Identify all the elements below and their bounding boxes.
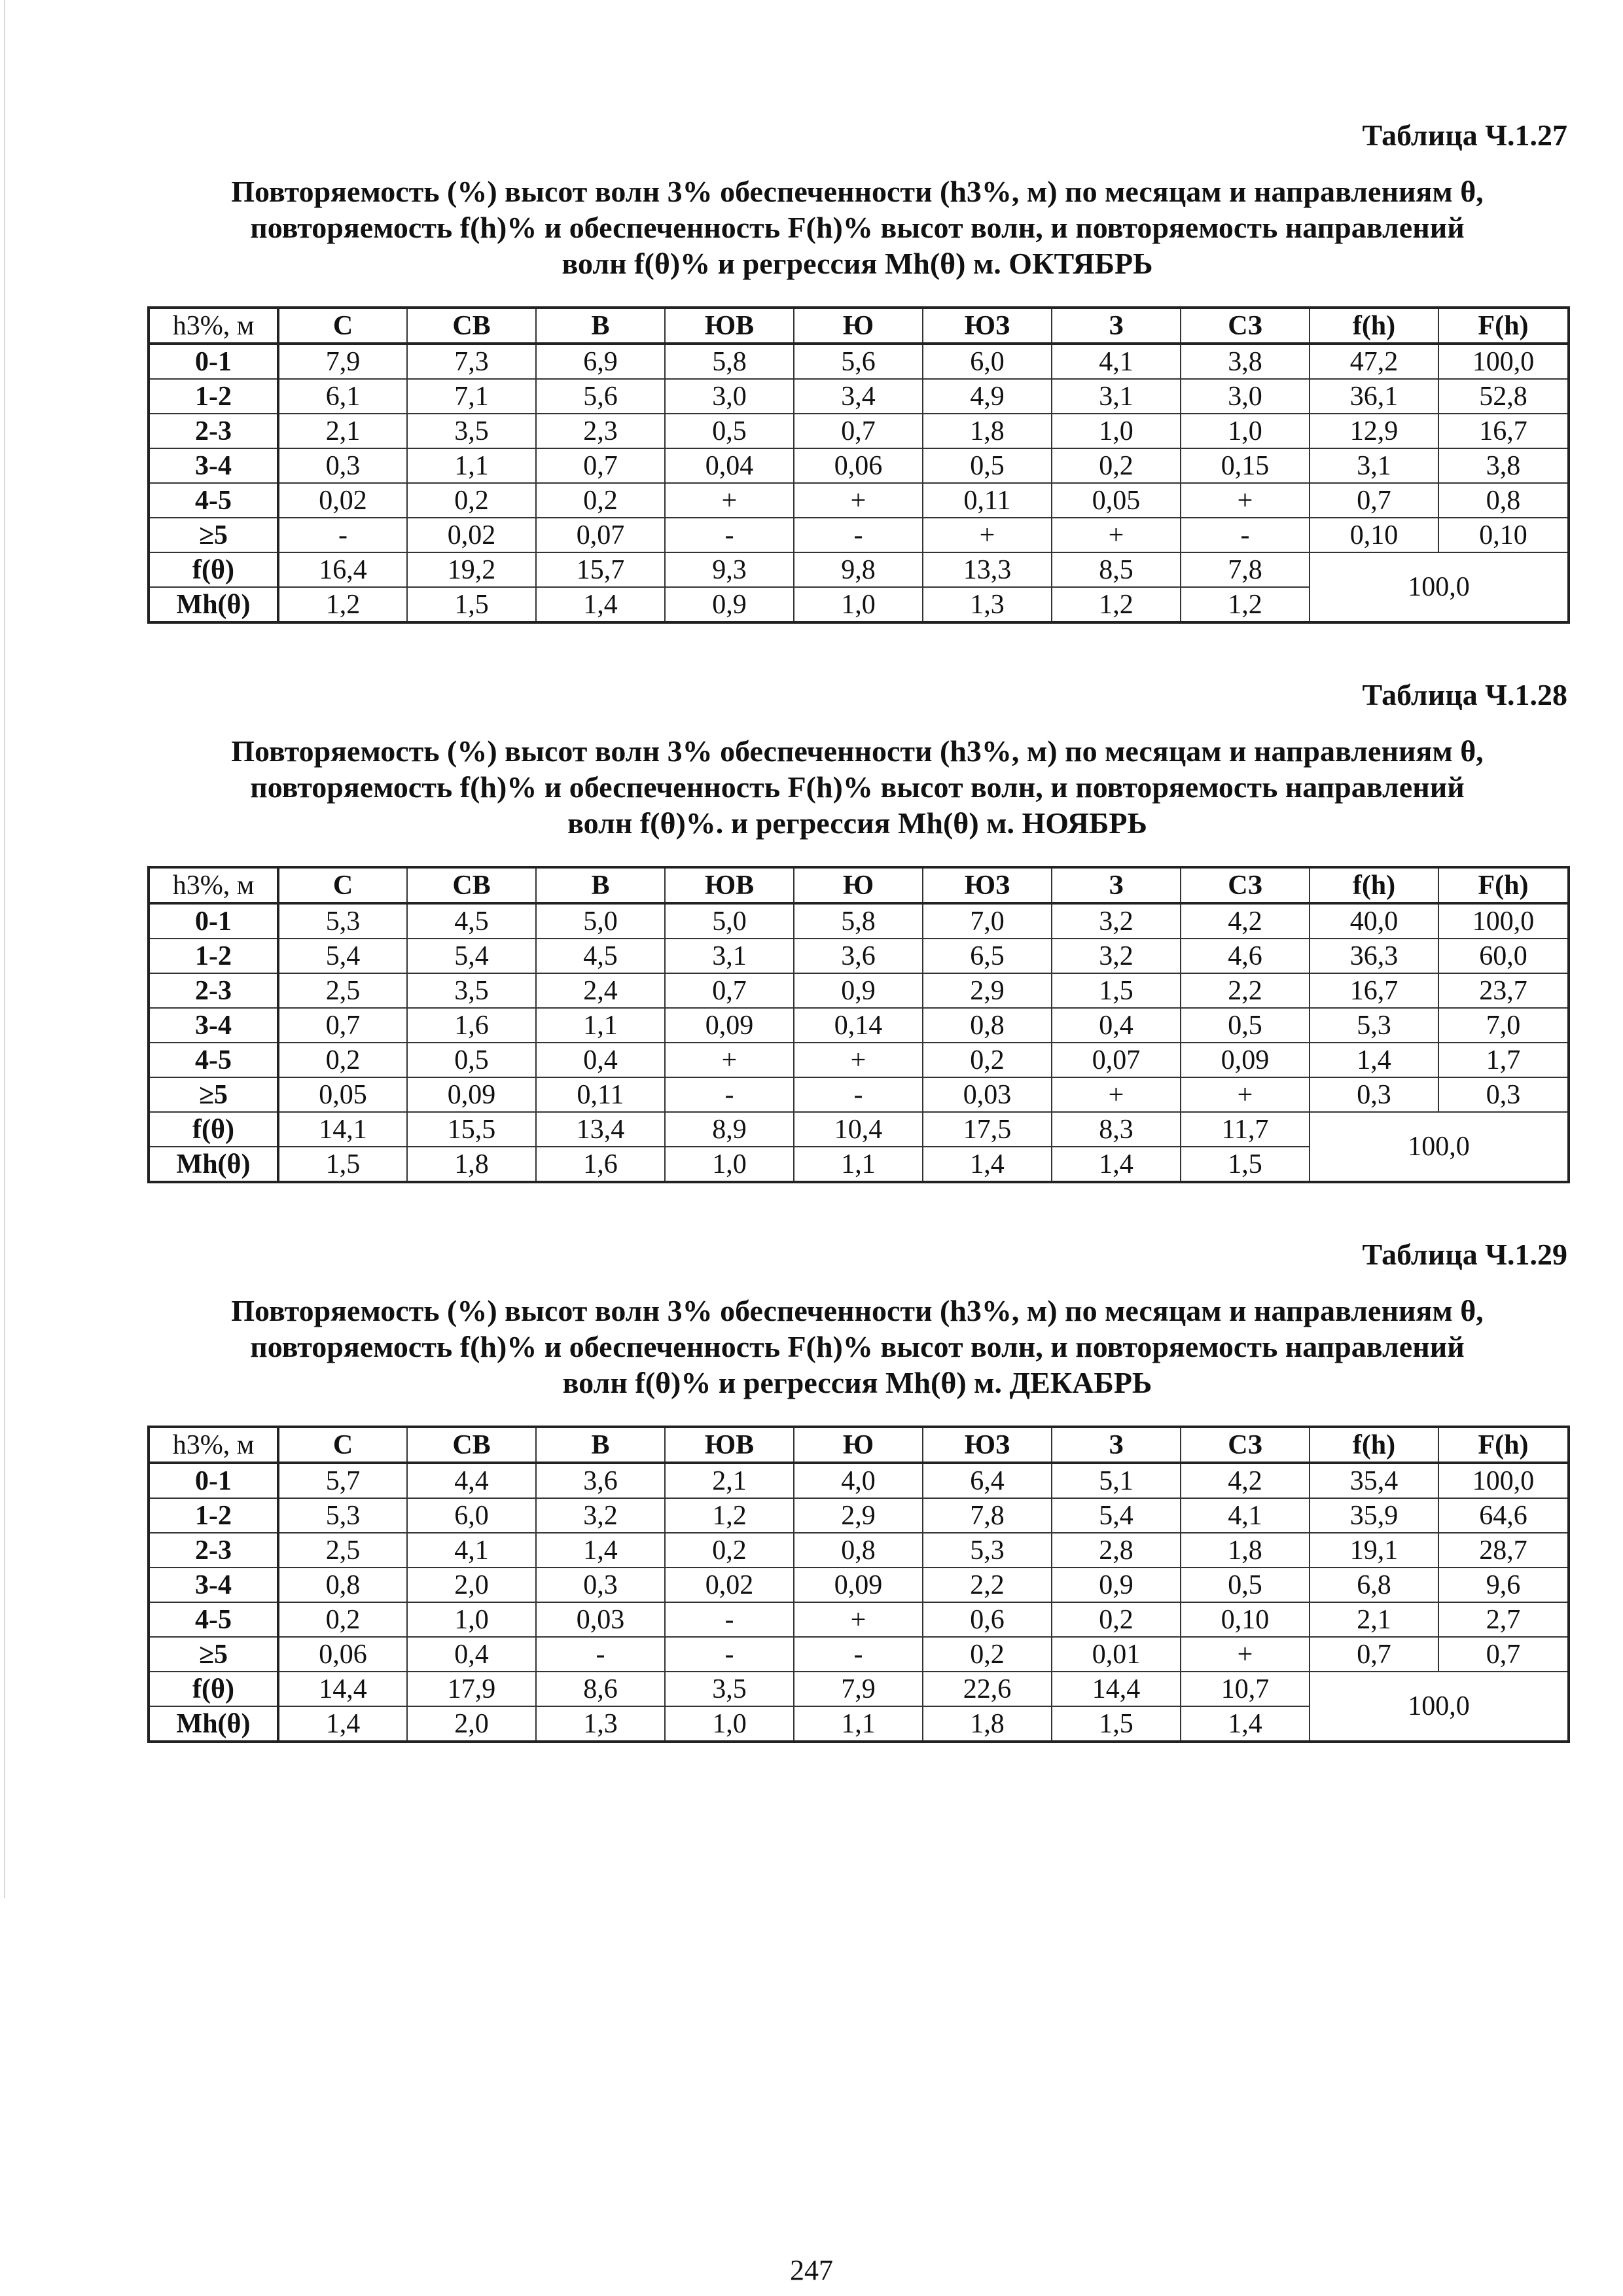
table-label: Таблица Ч.1.28	[1362, 678, 1567, 711]
table-row: 3-4 0,3 1,1 0,7 0,04 0,06 0,5 0,2 0,15 3,1 3,8	[149, 448, 1569, 483]
page-number: 247	[790, 2254, 833, 2286]
f-theta-row: f(θ) 14,4 17,9 8,6 3,5 7,9 22,6 14,4 10,7 100,0	[149, 1672, 1569, 1706]
data-table	[147, 306, 1570, 624]
table-row: 3-4 0,8 2,0 0,3 0,02 0,09 2,2 0,9 0,5 6,8 9,6	[149, 1568, 1569, 1602]
table-row: 4-5 0,2 1,0 0,03 - + 0,6 0,2 0,10 2,1 2,7	[149, 1602, 1569, 1637]
table-row: ≥5 - 0,02 0,07 - - + + - 0,10 0,10	[149, 518, 1569, 552]
table-row: 1-2 5,3 6,0 3,2 1,2 2,9 7,8 5,4 4,1 35,9 64,6	[149, 1498, 1569, 1533]
table-row: 4-5 0,2 0,5 0,4 + + 0,2 0,07 0,09 1,4 1,7	[149, 1043, 1569, 1077]
table-row: 2-3 2,5 4,1 1,4 0,2 0,8 5,3 2,8 1,8 19,1 28,7	[149, 1533, 1569, 1568]
total-cell: 100,0	[1310, 552, 1569, 622]
f-theta-row: f(θ) 16,4 19,2 15,7 9,3 9,8 13,3 8,5 7,8 100,0	[149, 552, 1569, 587]
table-row: 3-4 0,7 1,6 1,1 0,09 0,14 0,8 0,4 0,5 5,3 7,0	[149, 1008, 1569, 1043]
table-row: 2-3 2,1 3,5 2,3 0,5 0,7 1,8 1,0 1,0 12,9 16,7	[149, 414, 1569, 448]
m-theta-row: Mh(θ) 1,4 2,0 1,3 1,0 1,1 1,8 1,5 1,4	[149, 1706, 1569, 1742]
m-theta-row: Mh(θ) 1,5 1,8 1,6 1,0 1,1 1,4 1,4 1,5	[149, 1147, 1569, 1182]
m-theta-row: Mh(θ) 1,2 1,5 1,4 0,9 1,0 1,3 1,2 1,2	[149, 587, 1569, 622]
data-table	[147, 866, 1570, 1183]
table-row: ≥5 0,06 0,4 - - - 0,2 0,01 + 0,7 0,7	[149, 1637, 1569, 1672]
table-row: 1-2 6,1 7,1 5,6 3,0 3,4 4,9 3,1 3,0 36,1 52,8	[149, 379, 1569, 414]
table-row: ≥5 0,05 0,09 0,11 - - 0,03 + + 0,3 0,3	[149, 1077, 1569, 1112]
table-label: Таблица Ч.1.27	[1362, 118, 1567, 152]
header-row: h3%, м С СВ В ЮВ Ю ЮЗ З СЗ f(h) F(h)	[149, 308, 1569, 344]
table-caption: Повторяемость (%) высот волн 3% обеспеченности (h3%, м) по месяцам и направлениям θ, повторяемость f(h)% и обеспеченность F(h)% высот волн, и повторяемость направлений волн f(θ)% и регрессия Mh(θ) м. ОКТЯБРЬ	[231, 175, 1484, 280]
table-label: Таблица Ч.1.29	[1362, 1238, 1567, 1271]
table-row: 0-1 5,3 4,5 5,0 5,0 5,8 7,0 3,2 4,2 40,0 100,0	[149, 903, 1569, 939]
table-caption: Повторяемость (%) высот волн 3% обеспеченности (h3%, м) по месяцам и направлениям θ, повторяемость f(h)% и обеспеченность F(h)% высот волн, и повторяемость направлений волн f(θ)% и регрессия Mh(θ) м. ДЕКАБРЬ	[231, 1294, 1484, 1399]
data-table	[147, 1426, 1570, 1743]
table-row: 4-5 0,02 0,2 0,2 + + 0,11 0,05 + 0,7 0,8	[149, 483, 1569, 518]
scan-edge-line	[4, 0, 5, 1898]
table-row: 2-3 2,5 3,5 2,4 0,7 0,9 2,9 1,5 2,2 16,7 23,7	[149, 973, 1569, 1008]
table-row: 0-1 5,7 4,4 3,6 2,1 4,0 6,4 5,1 4,2 35,4 100,0	[149, 1463, 1569, 1498]
header-row: h3%, м С СВ В ЮВ Ю ЮЗ З СЗ f(h) F(h)	[149, 867, 1569, 903]
table-row: 0-1 7,9 7,3 6,9 5,8 5,6 6,0 4,1 3,8 47,2 100,0	[149, 344, 1569, 379]
total-cell: 100,0	[1310, 1112, 1569, 1182]
table-row: 1-2 5,4 5,4 4,5 3,1 3,6 6,5 3,2 4,6 36,3 60,0	[149, 939, 1569, 973]
header-row: h3%, м С СВ В ЮВ Ю ЮЗ З СЗ f(h) F(h)	[149, 1427, 1569, 1463]
table-caption: Повторяемость (%) высот волн 3% обеспеченности (h3%, м) по месяцам и направлениям θ, повторяемость f(h)% и обеспеченность F(h)% высот волн, и повторяемость направлений волн f(θ)%. и регрессия Mh(θ) м. НОЯБРЬ	[231, 734, 1484, 840]
total-cell: 100,0	[1310, 1672, 1569, 1742]
f-theta-row: f(θ) 14,1 15,5 13,4 8,9 10,4 17,5 8,3 11,7 100,0	[149, 1112, 1569, 1147]
